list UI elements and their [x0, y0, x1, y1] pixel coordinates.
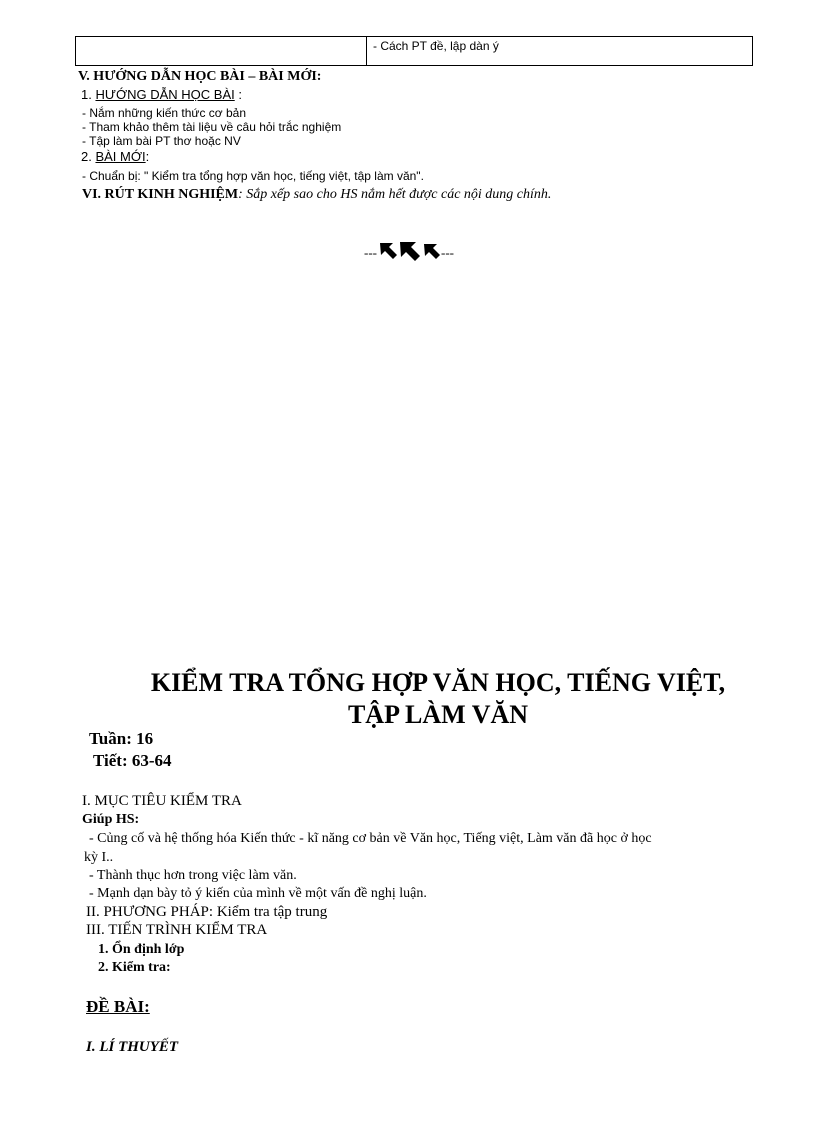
section-3-item-1: 1. Ổn định lớp: [98, 942, 185, 957]
prep-text: - Chuẩn bị: " Kiểm tra tổng hợp văn học, tiếng việt, tập làm văn".: [82, 169, 424, 183]
exam-title-line-2: TẬP LÀM VĂN: [347, 700, 529, 729]
ornament-left-dashes: ---: [364, 245, 377, 260]
list-item: - Nắm những kiến thức cơ bản: [82, 106, 247, 120]
section-1-heading: I. MỤC TIÊU KIỂM TRA: [82, 793, 242, 809]
section-2-heading: II. PHƯƠNG PHÁP: [86, 904, 209, 920]
list-item: - Tham khảo thêm tài liệu về câu hỏi trắc nghiệm: [82, 120, 342, 134]
ornament: [364, 241, 454, 261]
section-3-item-2: 2. Kiểm tra:: [98, 960, 171, 975]
week-label: Tuần: 16: [89, 729, 154, 748]
sub2-suffix: :: [145, 149, 150, 164]
sub1-suffix: :: [234, 87, 242, 102]
list-item: - Tập làm bài PT thơ hoặc NV: [82, 134, 241, 148]
arrows-ornament-icon: [378, 241, 440, 261]
sub2-prefix: 2.: [81, 149, 96, 164]
section-6: [82, 187, 551, 203]
section-1-item-1-cont: kỳ I..: [84, 850, 114, 865]
section-5-sub2: [81, 149, 149, 164]
top-table: [75, 36, 753, 66]
section-2: [86, 904, 327, 921]
section-2-text: : Kiểm tra tập trung: [208, 904, 328, 920]
section-6-heading: VI. RÚT KINH NGHIỆM: [82, 187, 239, 202]
section-6-text: : Sắp xếp sao cho HS nắm hết được các nội dung chính.: [238, 187, 552, 202]
li-thuyet-heading: I. LÍ THUYẾT: [86, 1039, 179, 1055]
table-cell-right: - Cách PT đề, lập dàn ý: [367, 37, 753, 66]
section-1-help: Giúp HS:: [82, 812, 140, 827]
sub2-title: BÀI MỚI: [95, 149, 146, 164]
period-label: Tiết: 63-64: [93, 751, 172, 770]
section-3-heading: III. TIẾN TRÌNH KIỂM TRA: [86, 922, 268, 938]
sub1-prefix: 1.: [81, 87, 96, 102]
ornament-right-dashes: ---: [441, 245, 454, 260]
section-5-heading: V. HƯỚNG DẪN HỌC BÀI – BÀI MỚI:: [78, 69, 322, 84]
section-5-sub1: [81, 87, 242, 102]
exam-title-line-1: KIỂM TRA TỔNG HỢP VĂN HỌC, TIẾNG VIỆT,: [150, 668, 726, 697]
table-cell-left: [76, 37, 367, 66]
sub1-title: HƯỚNG DẪN HỌC BÀI: [95, 87, 235, 102]
section-1-item-2: - Thành thục hơn trong việc làm văn.: [89, 868, 297, 883]
de-bai-heading: ĐỀ BÀI:: [86, 997, 150, 1016]
section-1-item-3: - Mạnh dạn bày tỏ ý kiến của mình về một vấn đề nghị luận.: [89, 886, 427, 901]
section-1-item-1: - Củng cố và hệ thống hóa Kiến thức - kĩ năng cơ bản về Văn học, Tiếng việt, Làm văn đã học ở học: [89, 831, 652, 846]
